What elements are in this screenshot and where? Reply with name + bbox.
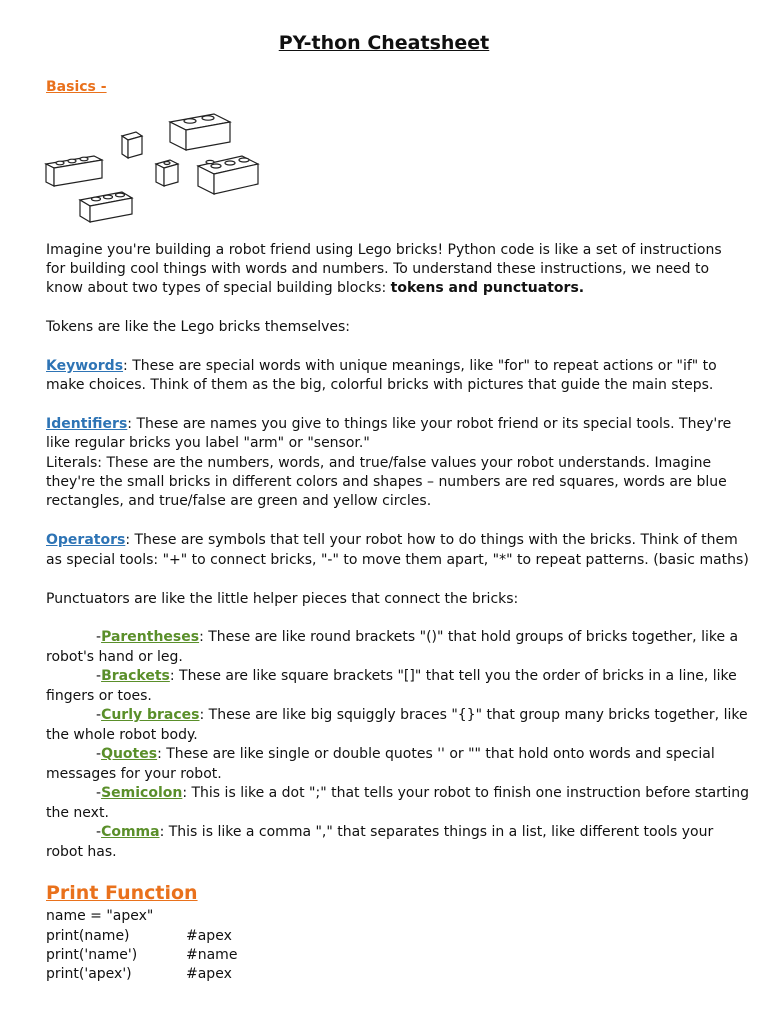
dash: - [96,785,102,801]
operators-line [46,531,738,550]
code-line [46,907,153,926]
lego-brick-icon [156,160,178,186]
intro-line: for building cool things with words and numbers. To understand these instructions, we need to [46,261,710,277]
curly-braces-link[interactable]: Curly braces [101,707,200,723]
punctuator-line [96,706,748,725]
basics-heading: Basics - [46,79,107,95]
intro-bold: tokens and punctuators. [390,280,585,296]
code-statement: name = "apex" [46,908,154,924]
lego-brick-icon [170,114,230,150]
keywords-link[interactable]: Keywords [46,358,124,374]
dash: - [96,746,102,762]
literals-line: they're the small bricks in different colors and shapes – numbers are red squares, words are blue [46,474,727,490]
code-line [46,946,238,965]
dash: - [96,668,102,684]
literals-line: rectangles, and true/false are green and yellow circles. [46,493,432,509]
lego-brick-icon [198,156,258,194]
dash: - [96,707,102,723]
brackets-link[interactable]: Brackets [101,668,170,684]
keywords-text: : These are special words with unique meanings, like "for" to repeat actions or "if" to [123,358,717,374]
print-function-heading: Print Function [46,882,198,904]
code-comment: #apex [186,966,232,982]
code-line [46,965,232,984]
punctuator-text: : These are like round brackets "()" that hold groups of bricks together, like a [199,629,739,645]
lego-brick-icon [122,132,142,158]
intro-line [46,279,584,298]
lego-bricks-illustration [44,112,264,224]
keywords-line: make choices. Think of them as the big, colorful bricks with pictures that guide the main steps. [46,377,714,393]
punctuator-line [96,667,737,686]
comma-link[interactable]: Comma [101,824,160,840]
operators-text: : These are symbols that tell your robot how to do things with the bricks. Think of them [125,532,738,548]
punctuator-text: : These are like big squiggly braces "{}" that group many bricks together, like [199,707,748,723]
dash: - [96,629,102,645]
code-line [46,927,232,946]
lego-brick-icon [46,156,102,186]
punctuator-text: : These are like square brackets "[]" that tell you the order of bricks in a line, like [169,668,737,684]
code-comment: #apex [186,928,232,944]
code-statement: print(name) [46,928,130,944]
literals-line: Literals: These are the numbers, words, and true/false values your robot understands. Imagine [46,455,712,471]
punctuator-line: the next. [46,805,109,821]
punctuator-line: robot has. [46,844,117,860]
parentheses-link[interactable]: Parentheses [101,629,200,645]
punctuator-line [96,745,715,764]
identifiers-line [46,415,731,434]
operators-link[interactable]: Operators [46,532,126,548]
punctuator-line [96,784,749,803]
code-comment: #name [186,947,238,963]
punctuator-line [96,823,713,842]
punctuator-text: : This is like a dot ";" that tells your robot to finish one instruction before starting [182,785,750,801]
punctuator-text: : This is like a comma "," that separates things in a list, like different tools your [159,824,714,840]
tokens-intro: Tokens are like the Lego bricks themselves: [46,319,351,335]
operators-line: as special tools: "+" to connect bricks, "-" to move them apart, "*" to repeat patterns. (basic maths) [46,552,749,568]
identifiers-line: like regular bricks you label "arm" or "sensor." [46,435,370,451]
intro-line: Imagine you're building a robot friend using Lego bricks! Python code is like a set of instructions [46,242,722,258]
keywords-line [46,357,717,376]
punctuator-text: : These are like single or double quotes '' or "" that hold onto words and special [157,746,715,762]
dash: - [96,824,102,840]
code-statement: print('name') [46,947,138,963]
quotes-link[interactable]: Quotes [101,746,158,762]
intro-text: know about two types of special building blocks: [46,280,391,296]
punctuator-line: messages for your robot. [46,766,222,782]
identifiers-text: : These are names you give to things like your robot friend or its special tools. They're [127,416,732,432]
page-title: PY-thon Cheatsheet [278,32,490,54]
punctuator-line [96,628,738,647]
punctuator-line: the whole robot body. [46,727,198,743]
semicolon-link[interactable]: Semicolon [101,785,183,801]
punctuator-line: fingers or toes. [46,688,152,704]
punctuators-intro: Punctuators are like the little helper pieces that connect the bricks: [46,591,519,607]
punctuator-line: robot's hand or leg. [46,649,183,665]
identifiers-link[interactable]: Identifiers [46,416,128,432]
lego-brick-icon [80,192,132,222]
code-statement: print('apex') [46,966,132,982]
